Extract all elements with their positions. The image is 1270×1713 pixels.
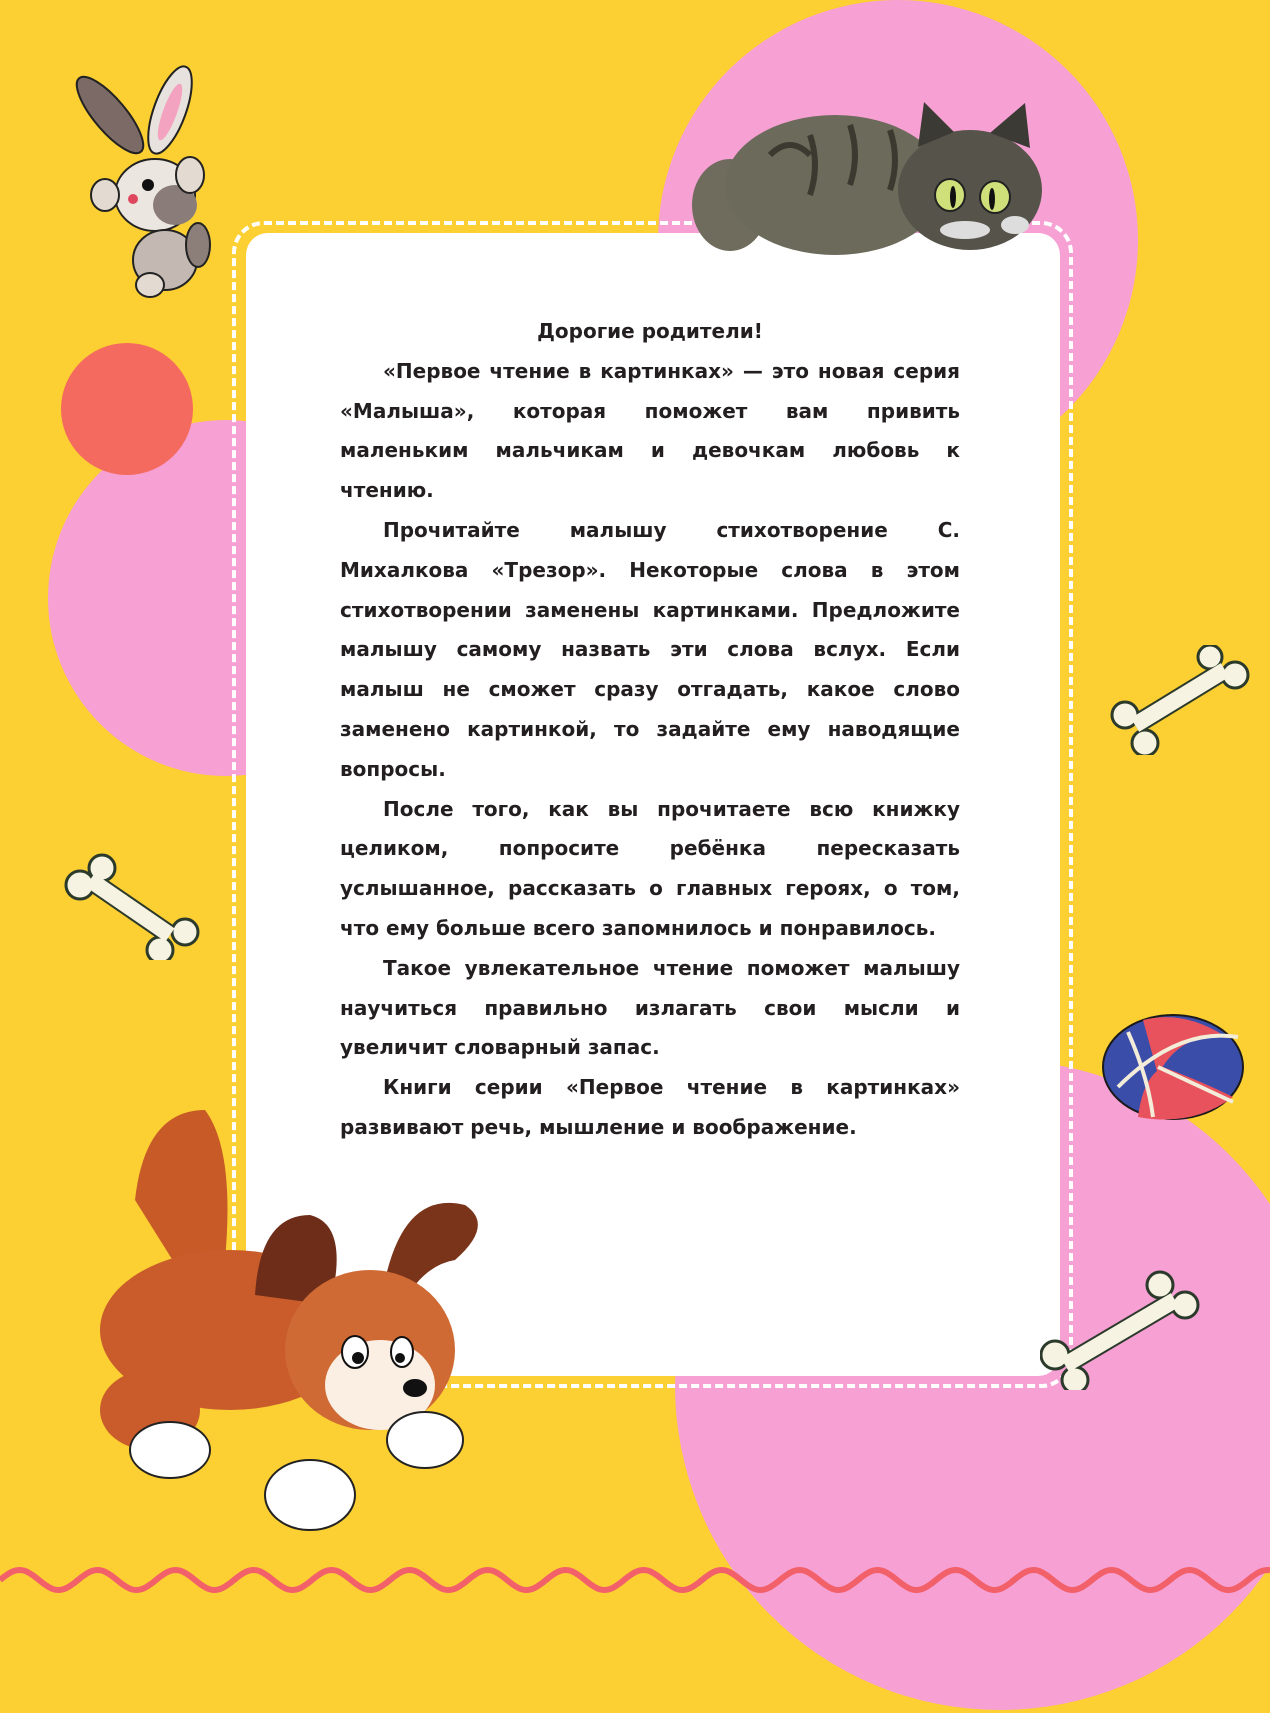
letter-text bbox=[340, 312, 960, 1148]
cat-illustration bbox=[670, 95, 1060, 270]
letter-title: Дорогие родители! bbox=[537, 319, 763, 343]
paragraph-1: «Первое чтение в картинках» — это новая серия «Малыша», которая поможет вам привить маленьким мальчикам и девочкам любовь к чтению. bbox=[340, 358, 960, 503]
bunny-illustration bbox=[60, 60, 220, 300]
ball-illustration bbox=[1098, 1012, 1248, 1122]
paragraph-4: Такое увлекательное чтение поможет малышу научиться правильно излагать свои мысли и увеличит словарный запас. bbox=[340, 955, 960, 1060]
paragraph-5: Книги серии «Первое чтение в картинках» развивают речь, мышление и воображение. bbox=[340, 1075, 960, 1139]
bone-illustration-bottom bbox=[1040, 1270, 1200, 1390]
paragraph-3: После того, как вы прочитаете всю книжку целиком, попросите ребёнка пересказать услышанное, рассказать о главных героях, о том, что ему больше всего запомнилось и понравилось. bbox=[340, 796, 960, 940]
wave-divider bbox=[0, 1560, 1270, 1600]
bone-illustration-left bbox=[60, 850, 200, 960]
paragraph-2: Прочитайте малышу стихотворение С. Михалкова «Трезор». Некоторые слова в этом стихотворении заменены картинками. Предложите малышу самому назвать эти слова вслух. Если малыш не сможет сразу отгадать, какое слово заменено картинкой, то задайте ему наводящие вопросы. bbox=[340, 517, 960, 781]
bone-illustration-right bbox=[1110, 645, 1250, 755]
puppy-illustration bbox=[80, 1100, 500, 1550]
coral-circle bbox=[61, 343, 193, 475]
